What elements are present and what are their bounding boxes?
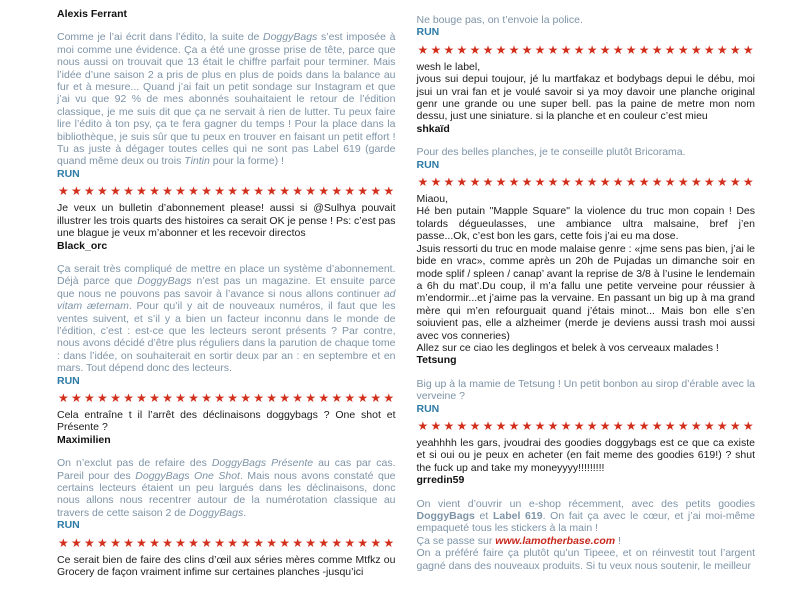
- text-segment: au cas par cas. Pareil pour des: [57, 457, 396, 482]
- star-icon: ★: [456, 175, 468, 190]
- star-icon: ★: [560, 42, 572, 57]
- star-icon: ★: [318, 184, 330, 199]
- star-icon: ★: [443, 418, 455, 433]
- star-icon: ★: [508, 42, 520, 57]
- star-icon: ★: [456, 418, 468, 433]
- paragraph: [417, 378, 756, 403]
- star-icon: ★: [110, 535, 121, 550]
- star-icon: ★: [58, 184, 69, 199]
- star-icon: ★: [149, 390, 160, 405]
- star-icon: ★: [443, 175, 455, 190]
- text-segment: yeahhhh les gars, jvoudrai des goodies doggybags est ce que ca existe et si oui ou je peux en acheter (en fait meme des goodies 619!) ? shut the fuck up and take my moneyyyy!!!!!!!!!: [416, 436, 755, 474]
- author-name: shkaïd: [416, 122, 450, 135]
- star-icon: ★: [638, 175, 650, 190]
- reader-question-text: [417, 437, 756, 474]
- star-icon: ★: [188, 535, 199, 550]
- star-icon: ★: [266, 184, 278, 199]
- star-icon: ★: [469, 418, 481, 433]
- reader-question-text: [57, 554, 396, 579]
- star-icon: ★: [110, 390, 121, 405]
- star-icon: ★: [430, 42, 442, 57]
- star-icon: ★: [136, 535, 147, 550]
- run-signature: RUN: [416, 26, 440, 39]
- text-segment: Ça se passe sur: [416, 534, 496, 547]
- star-icon: ★: [690, 42, 702, 57]
- stars-separator: [57, 536, 396, 550]
- stars-separator: [417, 175, 756, 189]
- star-icon: ★: [149, 184, 160, 199]
- text-segment: Big up à la mamie de Tetsung ! Un petit bonbon au sirop d’érable avec la verveine ?: [416, 377, 755, 403]
- text-segment: Je veux un bulletin d’abonnement please! aussi si @Sulhya pouvait illustrer les trois quarts des histoires ca serait OK je pense ! Ps: c’est pas une blague je veux m’abonner et les recevoir directos: [57, 202, 396, 240]
- star-icon: ★: [573, 175, 585, 190]
- star-icon: ★: [560, 418, 572, 433]
- star-icon: ★: [370, 184, 382, 199]
- star-icon: ★: [370, 390, 382, 405]
- star-icon: ★: [547, 175, 559, 190]
- star-icon: ★: [344, 390, 356, 405]
- author-name: Tetsung: [416, 354, 457, 367]
- star-icon: ★: [677, 418, 689, 433]
- star-icon: ★: [599, 42, 611, 57]
- star-icon: ★: [612, 418, 624, 433]
- star-icon: ★: [664, 418, 676, 433]
- text-segment: n’est pas un magazine. Et ensuite parce que nous ne pouvons pas savoir à l’avance si nous allons continuer: [57, 275, 396, 300]
- star-icon: ★: [188, 184, 199, 199]
- author-name: Maximilien: [57, 433, 111, 446]
- star-icon: ★: [508, 175, 520, 190]
- text-segment: Cela entraîne t il l’arrêt des déclinaisons doggybags ? One shot et Présente ?: [57, 408, 396, 434]
- star-icon: ★: [58, 535, 69, 550]
- text-segment: DoggyBags: [416, 510, 475, 522]
- star-icon: ★: [253, 184, 264, 199]
- text-segment: s’est imposée à moi comme une évidence. Ça a été une grosse prise de tête, parce que nous aussi on trouvait que 13 était le chiffre parfait pour terminer. Mais l’idée d’une saison 2 a pris de plus en plus de poids dans la balance au fur et à mesure... Quand j’ai fait un petit sondage sur Instagram et que j’ai vu que 92 % de mes abonnés souhaitaient le retour de l’édition classique, je me suis dit que ça ne servait à rien de lutter. Tu peux faire lire l’édito à ton psy, ça te fera gagner du temps ! Pour la place dans la bibliothèque, je suis sûr que tu peux en trouver en faisant un petit effort ! Tu as juste à dégager toutes celles qui ne sont pas Label 619 (garde quand même deux ou trois: [57, 31, 396, 168]
- star-icon: ★: [573, 42, 585, 57]
- star-icon: ★: [305, 535, 317, 550]
- star-icon: ★: [534, 175, 546, 190]
- run-signature: RUN: [416, 158, 440, 171]
- text-segment: Ne bouge pas, on t’envoie la police.: [416, 14, 583, 26]
- paragraph: [417, 342, 756, 354]
- star-icon: ★: [742, 42, 754, 57]
- star-icon: ★: [253, 390, 264, 405]
- star-icon: ★: [175, 535, 186, 550]
- editor-answer-text: [57, 263, 396, 375]
- star-icon: ★: [201, 184, 212, 199]
- paragraph: [417, 146, 756, 158]
- star-icon: ★: [227, 390, 238, 405]
- star-icon: ★: [97, 535, 108, 550]
- star-icon: ★: [599, 418, 611, 433]
- star-icon: ★: [331, 184, 343, 199]
- paragraph: [417, 547, 756, 572]
- star-icon: ★: [292, 184, 304, 199]
- text-segment: Hé ben putain "Mapple Square" la violence du truc mon copain ! Des tolards dégueulasses, une ambiance ultra malsaine, bref j’en passe...Ok, c’est bon les gars, cette fois j’ai eu ma dose.: [416, 205, 755, 243]
- star-icon: ★: [279, 535, 291, 550]
- star-icon: ★: [482, 175, 494, 190]
- star-icon: ★: [331, 390, 343, 405]
- star-icon: ★: [651, 175, 663, 190]
- star-icon: ★: [521, 175, 533, 190]
- text-segment: Pour des belles planches, je te conseille plutôt Bricorama.: [416, 146, 686, 159]
- star-icon: ★: [240, 390, 251, 405]
- reader-question-text: [417, 61, 756, 123]
- text-segment: .: [243, 506, 247, 519]
- star-icon: ★: [110, 184, 121, 199]
- star-icon: ★: [162, 390, 173, 405]
- star-icon: ★: [175, 184, 186, 199]
- star-icon: ★: [716, 175, 728, 190]
- star-icon: ★: [729, 42, 741, 57]
- star-icon: ★: [742, 175, 754, 190]
- text-segment: Comme je l’ai écrit dans l’édito, la suite de: [57, 31, 263, 44]
- star-icon: ★: [703, 175, 715, 190]
- text-segment: Label 619: [492, 510, 543, 522]
- reader-question-text: [57, 202, 396, 239]
- paragraph: [57, 409, 396, 434]
- paragraph: [417, 243, 756, 342]
- text-segment: Ça serait très compliqué de mettre en place un système d’abonnement. Déjà parce que: [57, 262, 396, 288]
- author-name: Black_orc: [57, 239, 108, 252]
- star-icon: ★: [443, 42, 455, 57]
- text-segment: pour la forme) !: [209, 155, 284, 168]
- text-segment: . On fait ça avec le cœur, et j’ai moi-même empaqueté tous les stickers à la main !: [416, 510, 755, 535]
- star-icon: ★: [344, 535, 356, 550]
- star-icon: ★: [573, 418, 585, 433]
- star-icon: ★: [357, 535, 369, 550]
- run-signature: RUN: [57, 167, 80, 180]
- text-segment: !: [615, 534, 621, 547]
- star-icon: ★: [469, 42, 481, 57]
- star-icon: ★: [651, 42, 663, 57]
- reader-question-text: [417, 193, 756, 354]
- star-icon: ★: [279, 390, 291, 405]
- star-icon: ★: [456, 42, 468, 57]
- star-icon: ★: [599, 175, 611, 190]
- text-segment: Tintin: [184, 155, 210, 168]
- star-icon: ★: [318, 390, 330, 405]
- star-icon: ★: [586, 175, 598, 190]
- star-icon: ★: [703, 42, 715, 57]
- star-icon: ★: [266, 390, 278, 405]
- column-right: [417, 8, 756, 600]
- text-segment: DoggyBags: [137, 275, 192, 288]
- text-segment: Jsuis ressorti du truc en mode malaise genre : «jme sens pas bien, j’ai le bide en vrac», comme après un 20h de Pujadas un dimanche soir en mode splif / spleen / canap’ avant la reprise de 3/8 à l’usine le lendemain a 6h du mat’.Du coup, il m’a fallu une petite verveine pour réussier à m’endormir...et j’aime pas la vervaine. En passant un big up à ma grand mère qui m’en refourguait quand j’étais minot... Mais bon elle s’en soiuvient pas, elle a alzheimer (merde je deviens aussi trash moi aussi avec vos conneries): [416, 242, 755, 342]
- star-icon: ★: [201, 390, 212, 405]
- star-icon: ★: [279, 184, 291, 199]
- star-icon: ★: [742, 418, 754, 433]
- paragraph: [57, 554, 396, 579]
- star-icon: ★: [84, 184, 95, 199]
- editor-answer-text: [417, 378, 756, 403]
- star-icon: ★: [651, 418, 663, 433]
- star-icon: ★: [430, 175, 442, 190]
- text-segment: ad vitam æternam: [57, 287, 396, 313]
- star-icon: ★: [318, 535, 330, 550]
- author-name: grredin59: [416, 474, 465, 487]
- star-icon: ★: [175, 390, 186, 405]
- star-icon: ★: [690, 175, 702, 190]
- star-icon: ★: [58, 390, 69, 405]
- editor-answer-text: [57, 457, 396, 519]
- star-icon: ★: [71, 184, 82, 199]
- star-icon: ★: [625, 418, 637, 433]
- run-signature: RUN: [416, 402, 440, 415]
- star-icon: ★: [469, 175, 481, 190]
- editor-answer-text: [417, 14, 756, 26]
- text-segment: . Pour qu’il y ait de nouveaux numéros, il faut que les ventes suivent, et s’il y a bien un facteur inconnu dans le monde de l’édition, c’est : est-ce que les lecteurs seront présents ? Par contre, nous avons décidé d’être plus réguliers dans la parution de chaque tome : dans l’idée, on souhaiterait en sortir deux par an : en septembre et en mars. Tout dépend donc des lecteurs.: [57, 300, 396, 375]
- star-icon: ★: [703, 418, 715, 433]
- star-icon: ★: [71, 535, 82, 550]
- star-icon: ★: [370, 535, 382, 550]
- paragraph: [417, 498, 756, 535]
- star-icon: ★: [417, 175, 429, 190]
- star-icon: ★: [123, 390, 134, 405]
- text-segment: . Mais nous avons constaté que certains lecteurs étaient un peu largués dans les déclinaisons, donc nous allons nous recentrer autour de la numérotation classique au travers de cette saison 2 de: [57, 469, 396, 519]
- text-segment: et: [474, 510, 493, 522]
- star-icon: ★: [201, 535, 212, 550]
- star-icon: ★: [495, 42, 507, 57]
- star-icon: ★: [240, 535, 251, 550]
- paragraph: [417, 205, 756, 242]
- paragraph: [417, 535, 756, 547]
- text-segment: jvous sui depui toujour, jé lu martfakaz et bodybags depui le débu, moi jsui un vrai fan et je voulé savoir si ya moy davoir une planche original genr une grande ou une super bell. pas la paine de metre mon nom dessu, just une siniature. si la planche et en couleur c’est mieu: [416, 73, 755, 123]
- run-signature: RUN: [57, 374, 80, 387]
- star-icon: ★: [162, 184, 173, 199]
- star-icon: ★: [612, 175, 624, 190]
- star-icon: ★: [357, 390, 369, 405]
- paragraph: [417, 437, 756, 474]
- star-icon: ★: [521, 418, 533, 433]
- star-icon: ★: [690, 418, 702, 433]
- star-icon: ★: [331, 535, 343, 550]
- paragraph: [417, 14, 756, 26]
- star-icon: ★: [417, 418, 429, 433]
- star-icon: ★: [521, 42, 533, 57]
- star-icon: ★: [97, 184, 108, 199]
- star-icon: ★: [149, 535, 160, 550]
- stars-separator: [57, 184, 396, 198]
- author-name: Alexis Ferrant: [57, 8, 128, 20]
- star-icon: ★: [677, 42, 689, 57]
- star-icon: ★: [625, 42, 637, 57]
- star-icon: ★: [123, 184, 134, 199]
- star-icon: ★: [508, 418, 520, 433]
- star-icon: ★: [729, 418, 741, 433]
- paragraph: [417, 193, 756, 205]
- star-icon: ★: [638, 418, 650, 433]
- star-icon: ★: [162, 535, 173, 550]
- paragraph: [57, 31, 396, 167]
- star-icon: ★: [214, 535, 225, 550]
- star-icon: ★: [188, 390, 199, 405]
- run-signature: RUN: [57, 519, 80, 532]
- star-icon: ★: [123, 535, 134, 550]
- star-icon: ★: [560, 175, 572, 190]
- star-icon: ★: [240, 184, 251, 199]
- paragraph: [57, 263, 396, 375]
- text-segment: wesh le label,: [416, 60, 481, 73]
- star-icon: ★: [534, 42, 546, 57]
- star-icon: ★: [495, 175, 507, 190]
- star-icon: ★: [214, 390, 225, 405]
- star-icon: ★: [430, 418, 442, 433]
- star-icon: ★: [84, 535, 95, 550]
- star-icon: ★: [586, 42, 598, 57]
- paragraph: [57, 457, 396, 519]
- text-segment: DoggyBags One Shot: [135, 469, 240, 482]
- paragraph: [417, 61, 756, 73]
- star-icon: ★: [625, 175, 637, 190]
- star-icon: ★: [417, 42, 429, 57]
- star-icon: ★: [729, 175, 741, 190]
- star-icon: ★: [534, 418, 546, 433]
- star-icon: ★: [638, 42, 650, 57]
- star-icon: ★: [482, 418, 494, 433]
- star-icon: ★: [383, 535, 395, 550]
- star-icon: ★: [664, 42, 676, 57]
- editor-answer-text: [417, 498, 756, 572]
- star-icon: ★: [136, 390, 147, 405]
- motherbase-shop-link[interactable]: www.lamotherbase.com: [495, 534, 616, 547]
- star-icon: ★: [227, 535, 238, 550]
- star-icon: ★: [716, 42, 728, 57]
- star-icon: ★: [664, 175, 676, 190]
- text-segment: DoggyBags: [263, 31, 318, 44]
- text-segment: On a préféré faire ça plutôt qu’un Tipeee, et on réinvestit tout l’argent gagné dans des nouveaux produits. Si tu veux nous soutenir, le meilleur: [416, 547, 755, 572]
- editor-answer-text: [57, 31, 396, 167]
- star-icon: ★: [305, 184, 317, 199]
- stars-separator: [57, 391, 396, 405]
- editor-answer-text: [417, 146, 756, 158]
- star-icon: ★: [547, 42, 559, 57]
- star-icon: ★: [547, 418, 559, 433]
- star-icon: ★: [357, 184, 369, 199]
- star-icon: ★: [495, 418, 507, 433]
- star-icon: ★: [383, 390, 395, 405]
- star-icon: ★: [612, 42, 624, 57]
- star-icon: ★: [716, 418, 728, 433]
- star-icon: ★: [305, 390, 317, 405]
- text-segment: DoggyBags: [188, 506, 244, 519]
- star-icon: ★: [71, 390, 82, 405]
- star-icon: ★: [292, 390, 304, 405]
- text-segment: On vient d’ouvrir un e-shop récemment, avec des petits goodies: [416, 497, 755, 510]
- star-icon: ★: [253, 535, 264, 550]
- star-icon: ★: [214, 184, 225, 199]
- text-segment: On n’exclut pas de refaire des: [57, 457, 212, 470]
- star-icon: ★: [84, 390, 95, 405]
- text-segment: DoggyBags Présente: [211, 457, 314, 470]
- star-icon: ★: [97, 390, 108, 405]
- star-icon: ★: [136, 184, 147, 199]
- star-icon: ★: [266, 535, 278, 550]
- text-segment: Miaou,: [416, 193, 449, 206]
- reader-question-text: [57, 409, 396, 434]
- star-icon: ★: [482, 42, 494, 57]
- star-icon: ★: [227, 184, 238, 199]
- text-segment: Ce serait bien de faire des clins d’œil aux séries mères comme Mtfkz ou Grocery de façon vraiment infime sur certaines planches -jusqu’ici: [57, 553, 396, 579]
- star-icon: ★: [586, 418, 598, 433]
- paragraph: [57, 202, 396, 239]
- star-icon: ★: [344, 184, 356, 199]
- column-left: [57, 8, 396, 600]
- text-segment: Allez sur ce ciao les deglingos et belek à vos cerveaux malades !: [416, 341, 719, 354]
- stars-separator: [417, 419, 756, 433]
- stars-separator: [417, 43, 756, 57]
- star-icon: ★: [292, 535, 304, 550]
- star-icon: ★: [677, 175, 689, 190]
- star-icon: ★: [383, 184, 395, 199]
- paragraph: [417, 73, 756, 123]
